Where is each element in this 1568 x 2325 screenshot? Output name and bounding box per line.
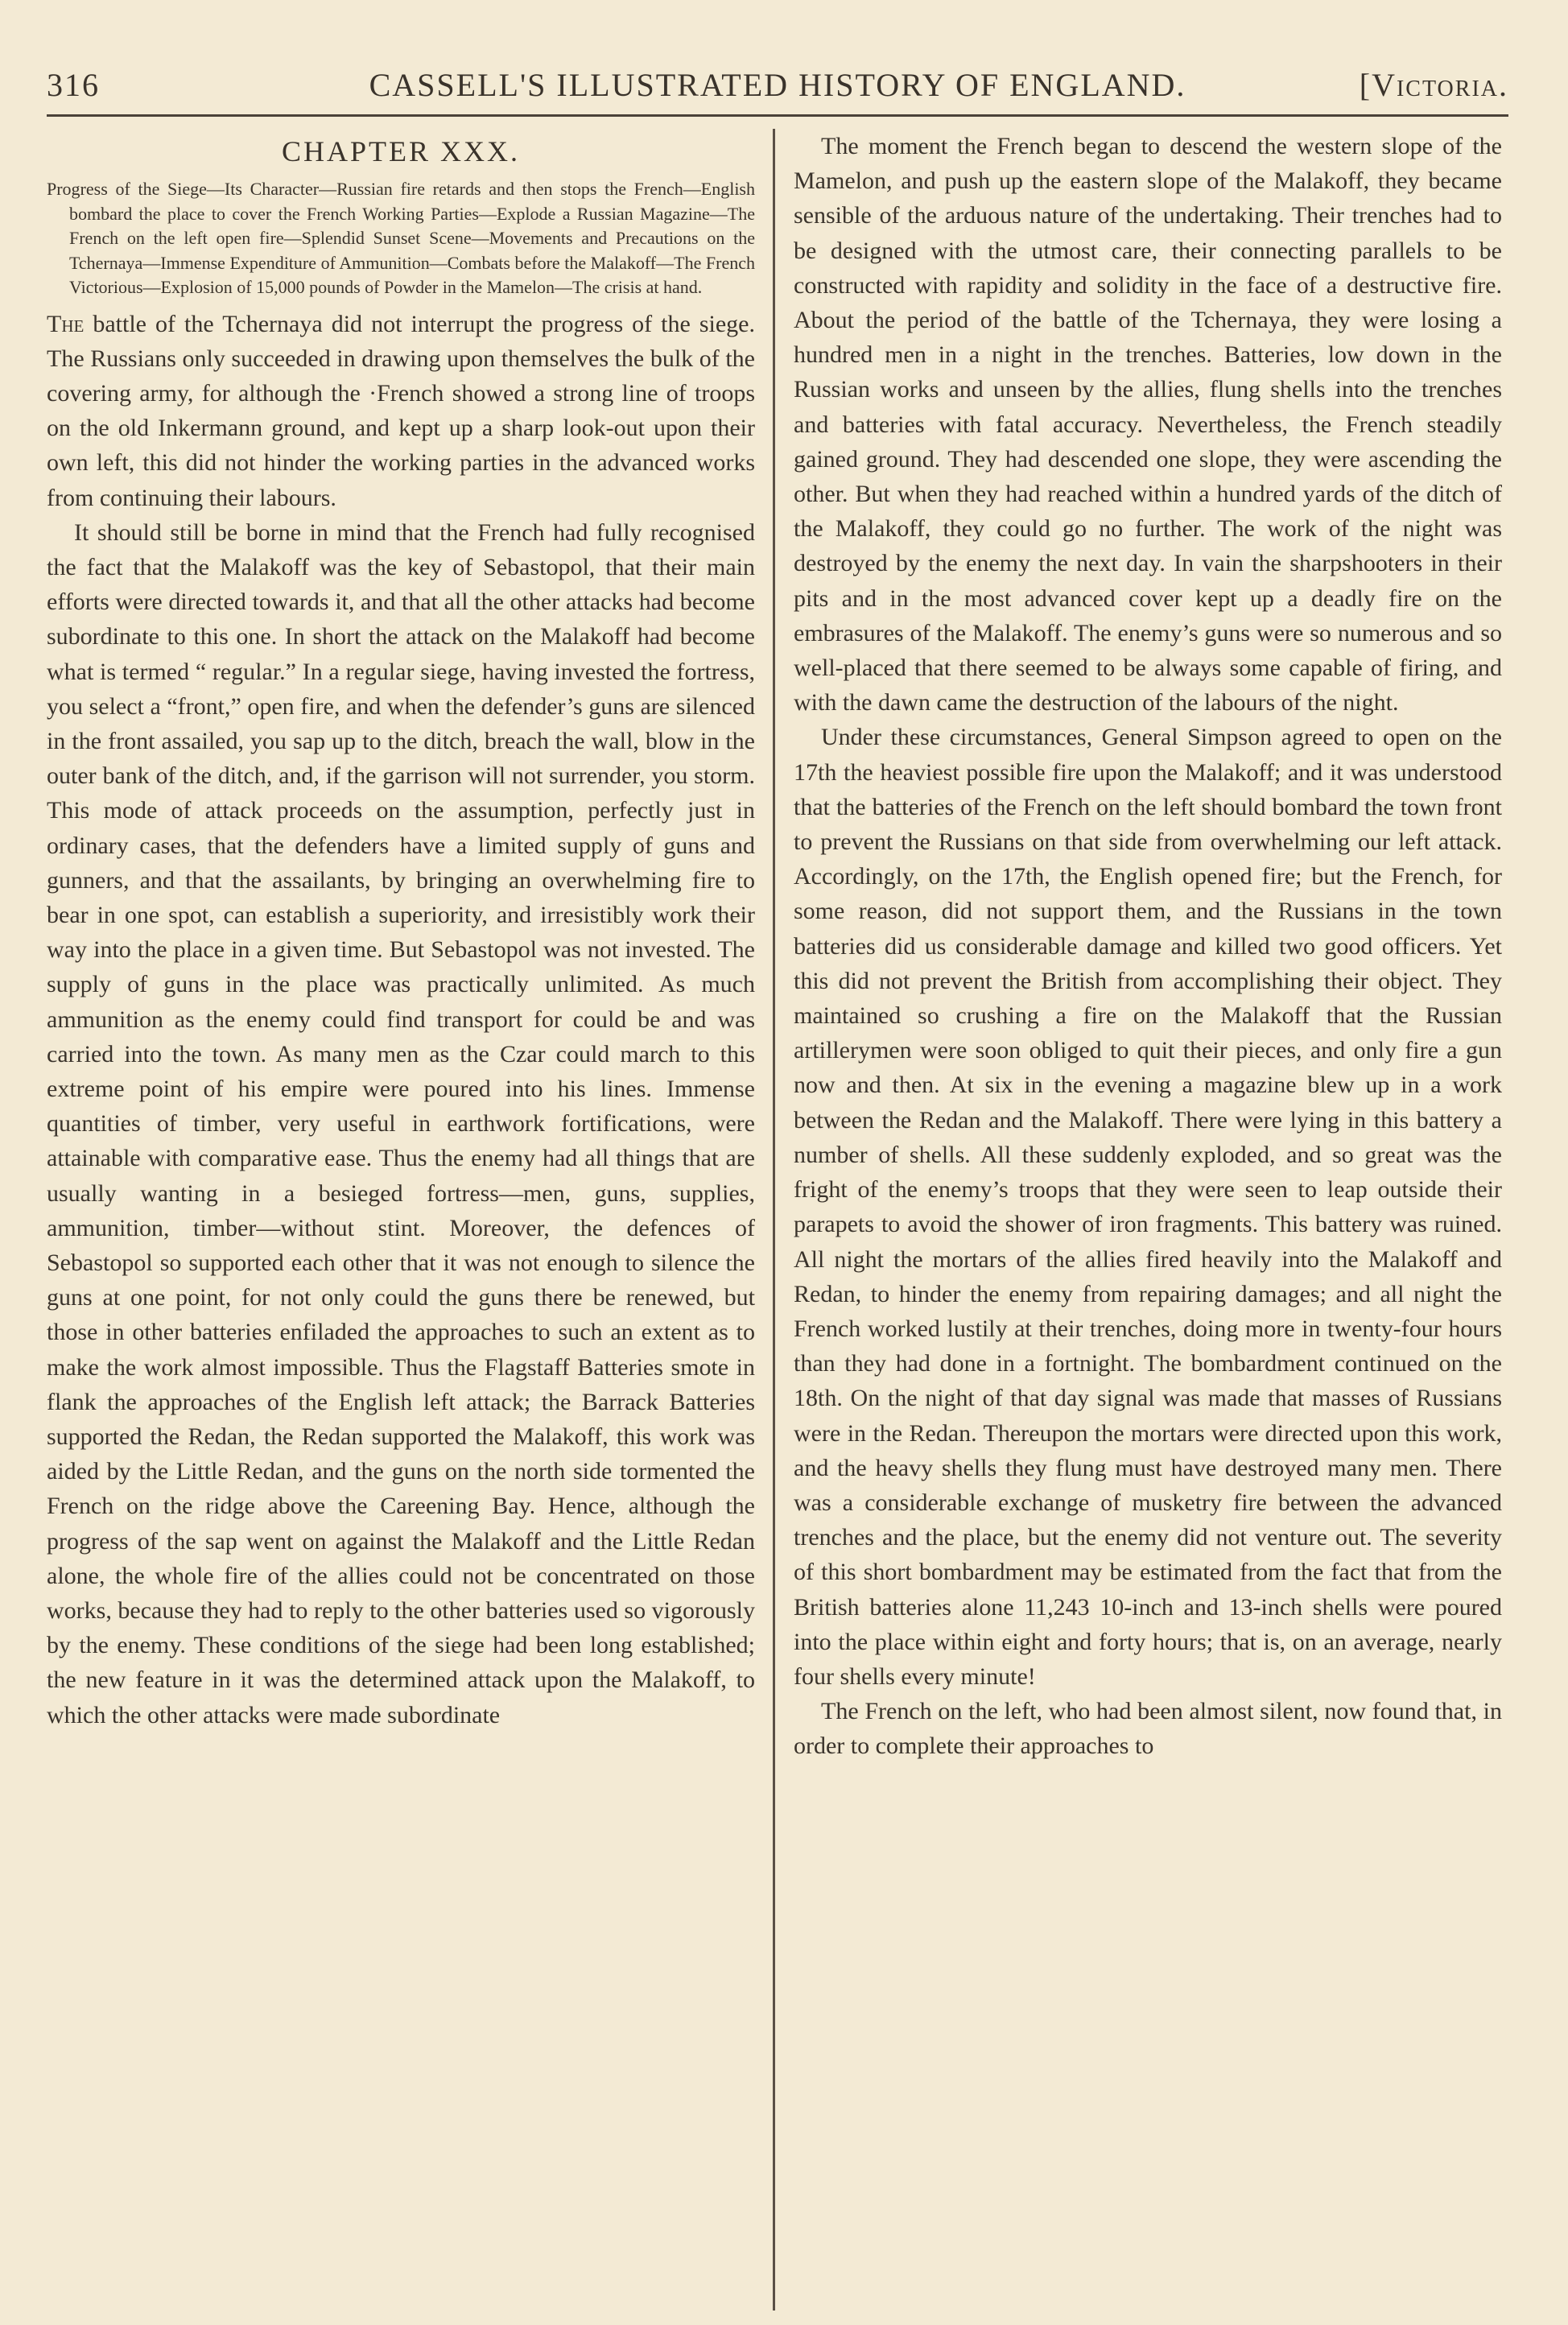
paragraph: Under these circumstances, General Simpson agreed to open on the 17th the heaviest possible fire upon the Malakoff; and it was understood that the batteries of the French on the left should bombard the town front to prevent the Russians on that side from overwhelming our left attack. Accordingly, on the 17th, the English opened fire; but the French, for some reason, did not support them, and the Russians in the town batteries did us considerable damage and killed two good officers. Yet this did not prevent the British from accomplishing their object. They maintained so crushing a fire on the Malakoff that the Russian artillerymen were soon obliged to quit their pieces, and only fire a gun now and then. At six in the evening a magazine blew up in a work between the Redan and the Malakoff. There were lying in this battery a number of shells. All these suddenly exploded, and so great was the fright of the enemy’s troops that they were seen to leap outside their parapets to avoid the shower of iron fragments. This battery was ruined. All night the mortars of the allies fired heavily into the Malakoff and Redan, to hinder the enemy from repairing damages; and all night the French worked lustily at their trenches, doing more in twenty-four hours than they had done in a fortnight. The bombardment continued on the 18th. On the night of that day signal was made that masses of Russians were in the Redan. Thereupon the mortars were directed upon this work, and the heavy shells they flung must have destroyed many men. There was a considerable exchange of musketry fire between the advanced trenches and the place, but the enemy did not venture out. The severity of this short bombardment may be estimated from the fact that from the British batteries alone 11,243 10-inch and 13-inch shells were poured into the place within eight and forty hours; that is, on an average, nearly four shells every minute!	[794, 724, 1502, 1690]
paragraph: It should still be borne in mind that the French had fully recognised the fact that the Malakoff was the key of Sebastopol, that their main efforts were directed towards it, and that all the other attacks had become subordinate to this one. In short the attack on the Malakoff had become what is termed “ regular.” In a regular siege, having invested the fortress, you select a “front,” open fire, and when the defender’s guns are silenced in the front assailed, you sap up to the ditch, breach the wall, blow in the outer bank of the ditch, and, if the garrison will not surrender, you storm. This mode of attack proceeds on the assumption, perfectly just in ordinary cases, that the defenders have a limited supply of guns and gunners, and that the assailants, by bringing an overwhelming fire to bear in one spot, can establish a superiority, and irresistibly work their way into the place in a given time. But Sebastopol was not invested. The supply of guns in the place was practically unlimited. As much ammunition as the enemy could find transport for could be and was carried into the town. As many men as the Czar could march to this extreme point of his empire were poured into his lines. Immense quantities of timber, very useful in earthwork fortifications, were attainable with comparative ease. Thus the enemy had all things that are usually wanting in a besieged fortress—men, guns, supplies, ammunition, timber—without stint. Moreover, the defences of Sebastopol so supported each other that it was not enough to silence the guns at one point, for not only could the guns there be renewed, but those in other batteries enfiladed the approaches to such an extent as to make the work almost impossible. Thus the Flagstaff Batteries smote in flank the approaches of the English left attack; the Barrack Batteries supported the Redan, the Redan supported the Malakoff, this work was aided by the Little Redan, and the guns on the north side tormented the French on the ridge above the Careening Bay. Hence, although the progress of the sap went on against the Malakoff and the Little Redan alone, the whole fire of the allies could not be concentrated on those works, because they had to reply to the other batteries used so vigorously by the enemy. These conditions of the siege had been long established; the new feature in it was the determined attack upon the Malakoff, to which the other attacks were made subordinate	[47, 518, 755, 1728]
column-divider	[773, 129, 775, 2311]
page-number: 316	[47, 67, 100, 103]
paragraph: The French on the left, who had been almost silent, now found that, in order to complete their approaches to	[794, 1698, 1502, 1760]
paragraph	[47, 307, 755, 515]
running-title: CASSELL'S ILLUSTRATED HISTORY OF ENGLAND.	[369, 67, 1186, 103]
chapter-summary: Progress of the Siege—Its Character—Russian fire retards and then stops the French—English bombard the place to cover the French Working Parties—Explode a Russian Magazine—The French on the left open fire—Splendid Sunset Scene—Movements and Precautions on the Tchernaya—Immense Expenditure of Ammunition—Combats before the Malakoff—The French Victorious—Explosion of 15,000 pounds of Powder in the Mamelon—The crisis at hand.	[47, 179, 755, 297]
section-label: [Victoria.	[1359, 67, 1508, 103]
left-column	[47, 134, 755, 1732]
header-rule	[47, 114, 1508, 117]
paragraph-text: battle of the Tchernaya did not interrupt the progress of the siege. The Russians only succeeded in drawing upon themselves the bulk of the covering army, for although the ·French showed a strong line of troops on the old Inkermann ground, and kept up a sharp look-out upon their own left, this did not hinder the working parties in the advanced works from continuing their labours.	[47, 310, 755, 511]
right-column	[794, 129, 1502, 1764]
paragraph: The moment the French began to descend the western slope of the Mamelon, and push up the eastern slope of the Malakoff, they became sensible of the arduous nature of the undertaking. Their trenches had to be designed with the utmost care, their connecting parallels to be constructed with rapidity and solidity in the face of a destructive fire. About the period of the battle of the Tchernaya, they were losing a hundred men in a night in the trenches. Batteries, low down in the Russian works and unseen by the allies, flung shells into the trenches and batteries with fatal accuracy. Nevertheless, the French steadily gained ground. They had descended one slope, they were ascending the other. But when they had reached within a hundred yards of the ditch of the Malakoff, they could go no further. The work of the night was destroyed by the enemy the next day. In vain the sharpshooters in their pits and in the most advanced cover kept up a deadly fire on the embrasures of the Malakoff. The enemy’s guns were so numerous and so well-placed that there seemed to be always some capable of firing, and with the dawn came the destruction of the labours of the night.	[794, 133, 1502, 716]
running-head	[47, 58, 1508, 109]
drop-word: The	[47, 310, 85, 337]
chapter-title: CHAPTER XXX.	[281, 135, 520, 167]
